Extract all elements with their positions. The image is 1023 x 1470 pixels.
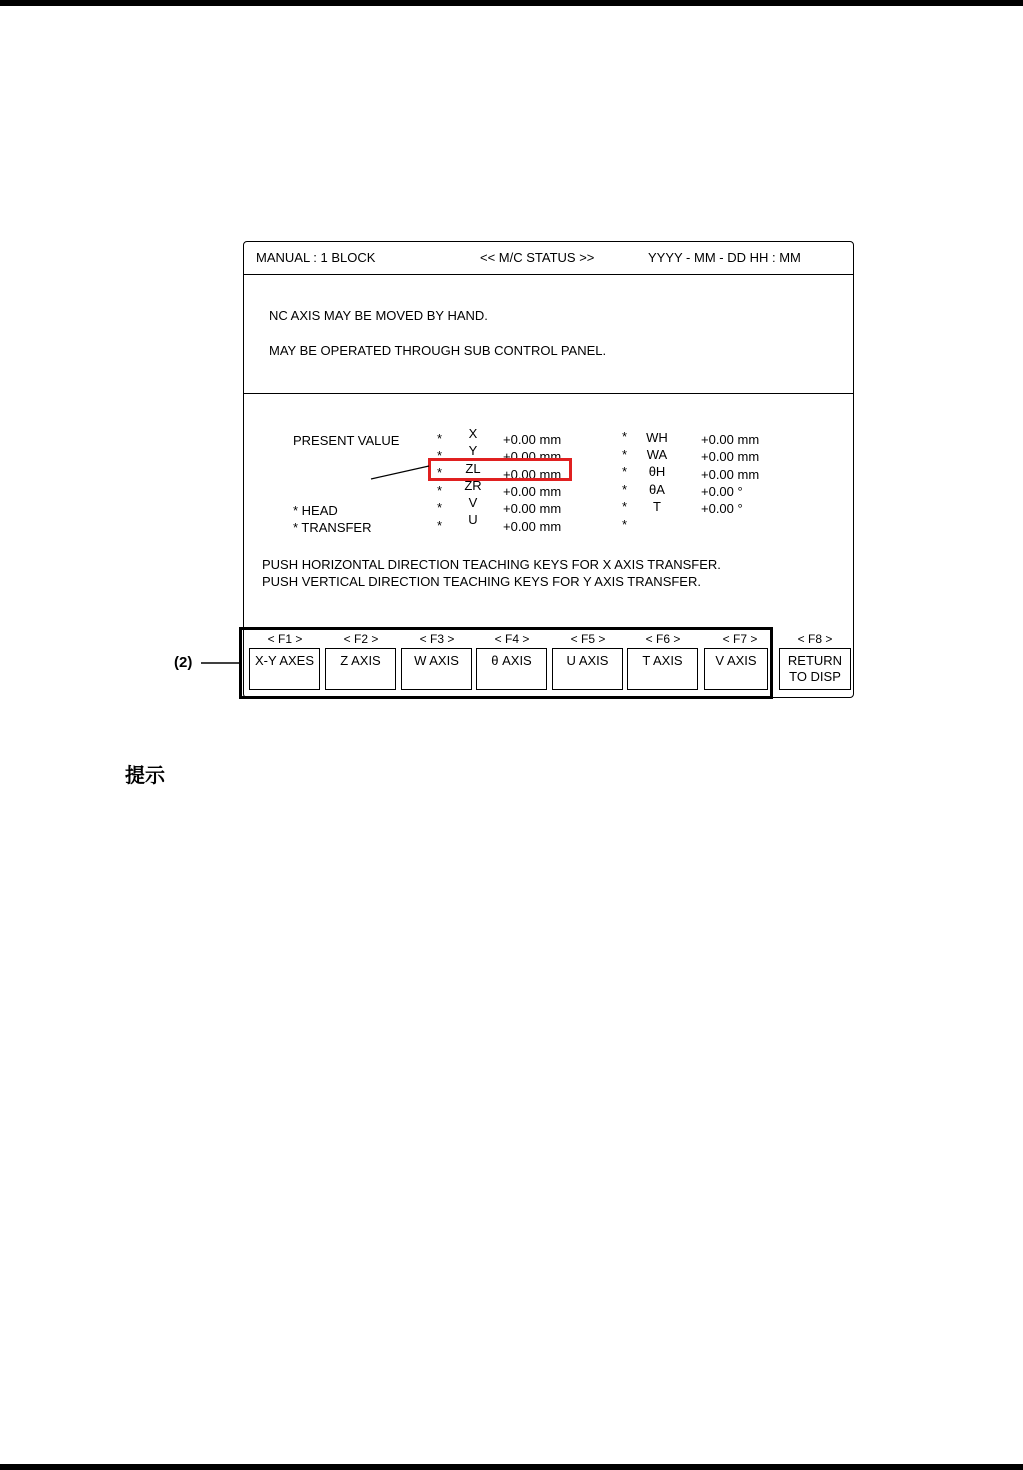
axis-name: WA xyxy=(646,447,668,462)
f3-key-label: < F3 > xyxy=(419,632,455,646)
axis-value: +0.00 ° xyxy=(701,501,743,516)
axis-value: +0.00 ° xyxy=(701,484,743,499)
axis-value: +0.00 mm xyxy=(503,432,562,447)
axis-star: * xyxy=(622,447,628,462)
f4-key-label: < F4 > xyxy=(494,632,530,646)
axis-value: +0.00 mm xyxy=(503,501,562,516)
axis-name: V xyxy=(468,495,478,510)
axis-star: * xyxy=(437,500,443,515)
f2-key-label: < F2 > xyxy=(343,632,379,646)
axis-name: T xyxy=(653,499,661,514)
axis-value: +0.00 mm xyxy=(503,484,562,499)
axis-star: * xyxy=(437,518,443,533)
axis-star: * xyxy=(437,465,443,480)
axis-star: * xyxy=(437,431,443,446)
f5-key-label: < F5 > xyxy=(570,632,606,646)
axis-name: Y xyxy=(468,443,478,458)
instruction-line-2: PUSH VERTICAL DIRECTION TEACHING KEYS FOR Y AXIS TRANSFER. xyxy=(262,574,701,589)
callout-2-label: (2) xyxy=(174,654,193,671)
datetime-display: YYYY - MM - DD HH : MM xyxy=(648,250,801,265)
axis-star: * xyxy=(437,483,443,498)
zl-leader-line xyxy=(371,466,429,479)
present-value-label: PRESENT VALUE xyxy=(293,433,400,448)
axis-name: θH xyxy=(648,464,666,479)
axis-star: * xyxy=(622,482,628,497)
button-label: X-Y AXES xyxy=(254,653,314,668)
axis-star: * xyxy=(622,517,628,532)
axis-name: WH xyxy=(646,430,668,445)
head-label: * HEAD xyxy=(293,503,338,518)
f1-key-label: < F1 > xyxy=(267,632,303,646)
hint-heading: 提示 xyxy=(125,763,165,787)
f6-key-label: < F6 > xyxy=(645,632,681,646)
button-label: U AXIS xyxy=(566,653,609,668)
axis-name: θA xyxy=(649,482,665,497)
axis-star: * xyxy=(622,429,628,444)
button-label: V AXIS xyxy=(715,653,757,668)
button-label-line-2: TO DISP xyxy=(789,669,841,684)
bottom-rule xyxy=(0,1464,1023,1470)
button-label: Z AXIS xyxy=(340,653,381,668)
button-label: T AXIS xyxy=(642,653,683,668)
axis-value: +0.00 mm xyxy=(701,449,760,464)
axis-star: * xyxy=(622,464,628,479)
axis-value: +0.00 mm xyxy=(701,467,760,482)
f7-key-label: < F7 > xyxy=(722,632,758,646)
axis-name: ZR xyxy=(464,478,482,493)
button-label: θ AXIS xyxy=(491,653,532,668)
axis-name: ZL xyxy=(465,461,481,476)
axis-value: +0.00 mm xyxy=(701,432,760,447)
button-label: W AXIS xyxy=(414,653,459,668)
axis-star: * xyxy=(622,499,628,514)
axis-star: * xyxy=(437,448,443,463)
axis-name: U xyxy=(468,512,478,527)
button-label: RETURN xyxy=(787,653,843,668)
screen-title: << M/C STATUS >> xyxy=(480,250,595,265)
transfer-label: * TRANSFER xyxy=(293,520,372,535)
mode-label: MANUAL : 1 BLOCK xyxy=(256,250,376,265)
axis-value: +0.00 mm xyxy=(503,449,562,464)
axis-value: +0.00 mm xyxy=(503,467,562,482)
message-line-1: NC AXIS MAY BE MOVED BY HAND. xyxy=(269,308,488,323)
axis-value: +0.00 mm xyxy=(503,519,562,534)
axis-name: X xyxy=(468,426,478,441)
instruction-line-1: PUSH HORIZONTAL DIRECTION TEACHING KEYS FOR X AXIS TRANSFER. xyxy=(262,557,721,572)
message-line-2: MAY BE OPERATED THROUGH SUB CONTROL PANEL. xyxy=(269,343,607,358)
f8-key-label: < F8 > xyxy=(797,632,833,646)
